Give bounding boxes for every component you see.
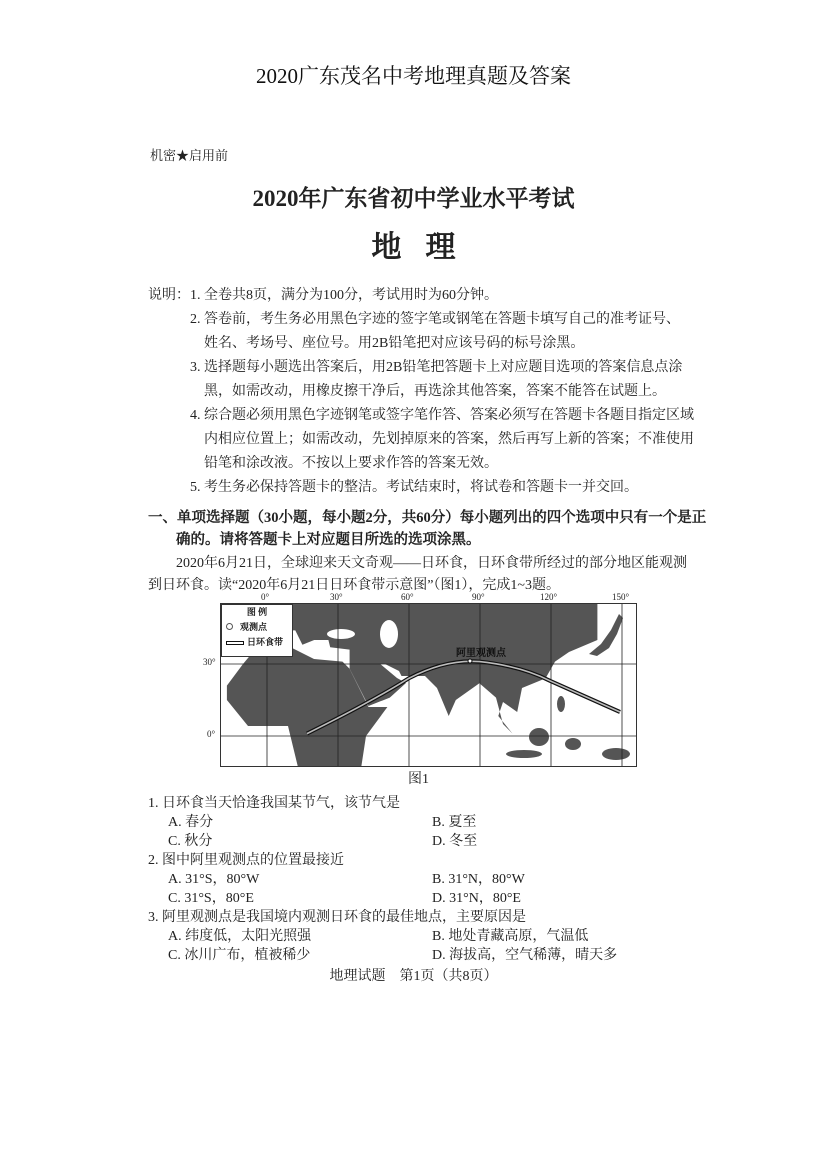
intro-text: 2020年6月21日，全球迎来天文奇观——日环食，日环食带所经过的部分地区能观测 <box>176 556 687 571</box>
instruction-line: 姓名、考场号、座位号。用2B铅笔把对应该号码的标号涂黑。 <box>204 336 585 351</box>
question-stem: 3. 阿里观测点是我国境内观测日环食的最佳地点，主要原因是 <box>148 910 526 925</box>
instruction-line: 5. 考生务必保持答题卡的整洁。考试结束时，将试卷和答题卡一并交回。 <box>190 480 638 495</box>
option: C. 31°S，80°E <box>168 891 254 906</box>
instruction-line: 内相应位置上；如需改动，先划掉原来的答案，然后再写上新的答案；不准使用 <box>204 432 694 447</box>
lon-label: 120° <box>540 592 558 602</box>
legend-band-row <box>222 635 292 648</box>
observation-point <box>468 659 472 663</box>
option: C. 秋分 <box>168 834 213 849</box>
instruction-line: 4. 综合题必须用黑色字迹钢笔或签字笔作答、答案必须写在答题卡各题目指定区域 <box>190 408 694 423</box>
lon-label: 150° <box>612 592 630 602</box>
section-heading: 一、单项选择题（30小题，每小题2分，共60分）每小题列出的四个选项中只有一个是正 <box>148 510 707 526</box>
instructions-label: 说明： <box>148 288 190 303</box>
lat-label: 0° <box>207 729 216 739</box>
island <box>529 728 549 746</box>
lon-label: 30° <box>330 592 343 602</box>
confidential-label: 机密★启用前 <box>150 148 229 163</box>
lat-label: 30° <box>203 657 216 667</box>
option: D. 海拔高，空气稀薄，晴天多 <box>432 948 618 963</box>
option: C. 冰川广布，植被稀少 <box>168 948 311 963</box>
question-stem: 2. 图中阿里观测点的位置最接近 <box>148 853 344 868</box>
document-title: 2020广东茂名中考地理真题及答案 <box>256 64 571 88</box>
option: B. 31°N，80°W <box>432 872 525 887</box>
option: B. 地处青藏高原，气温低 <box>432 929 589 944</box>
subject-title: 地理 <box>371 231 480 264</box>
section-heading: 确的。请将答题卡上对应题目所选的选项涂黑。 <box>176 532 481 548</box>
caspian-sea <box>380 620 398 648</box>
lon-label: 60° <box>401 592 414 602</box>
band-icon <box>226 641 244 645</box>
instruction-line: 黑，如需改动，用橡皮擦干净后，再选涂其他答案，答案不能答在试题上。 <box>204 384 666 399</box>
island <box>565 738 581 750</box>
lon-label: 90° <box>472 592 485 602</box>
intro-text: 到日环食。读“2020年6月21日日环食带示意图”（图1），完成1~3题。 <box>148 578 561 593</box>
instruction-line: 铅笔和涂改液。不按以上要求作答的答案无效。 <box>204 456 498 471</box>
option: A. 纬度低，太阳光照强 <box>168 929 312 944</box>
figure-caption: 图1 <box>408 772 429 787</box>
legend-title: 图 例 <box>246 607 268 617</box>
legend-point-label: 观测点 <box>240 622 268 632</box>
exam-title: 2020年广东省初中学业水平考试 <box>252 186 575 211</box>
question-stem: 1. 日环食当天恰逢我国某节气，该节气是 <box>148 796 400 811</box>
option: B. 夏至 <box>432 815 477 830</box>
island <box>602 748 630 760</box>
option: D. 31°N，80°E <box>432 891 521 906</box>
circle-icon <box>226 623 233 630</box>
instruction-line: 1. 全卷共8页，满分为100分，考试用时为60分钟。 <box>190 288 498 303</box>
legend-point-row <box>222 620 292 633</box>
legend-band-label: 日环食带 <box>247 637 284 647</box>
lon-label: 0° <box>261 592 270 602</box>
black-sea <box>327 629 355 639</box>
page-footer: 地理试题 第1页（共8页） <box>329 969 498 984</box>
option: A. 31°S，80°W <box>168 872 260 887</box>
instruction-line: 2. 答卷前，考生务必用黑色字迹的签字笔或钢笔在答题卡填写自己的准考证号、 <box>190 312 680 327</box>
instruction-line: 3. 选择题每小题选出答案后，用2B铅笔把答题卡上对应题目选项的答案信息点涂 <box>190 360 683 375</box>
island <box>557 696 565 712</box>
island <box>506 750 542 758</box>
option: D. 冬至 <box>432 834 478 849</box>
option: A. 春分 <box>168 815 214 830</box>
site-label: 阿里观测点 <box>456 648 506 659</box>
map-legend <box>221 604 293 657</box>
